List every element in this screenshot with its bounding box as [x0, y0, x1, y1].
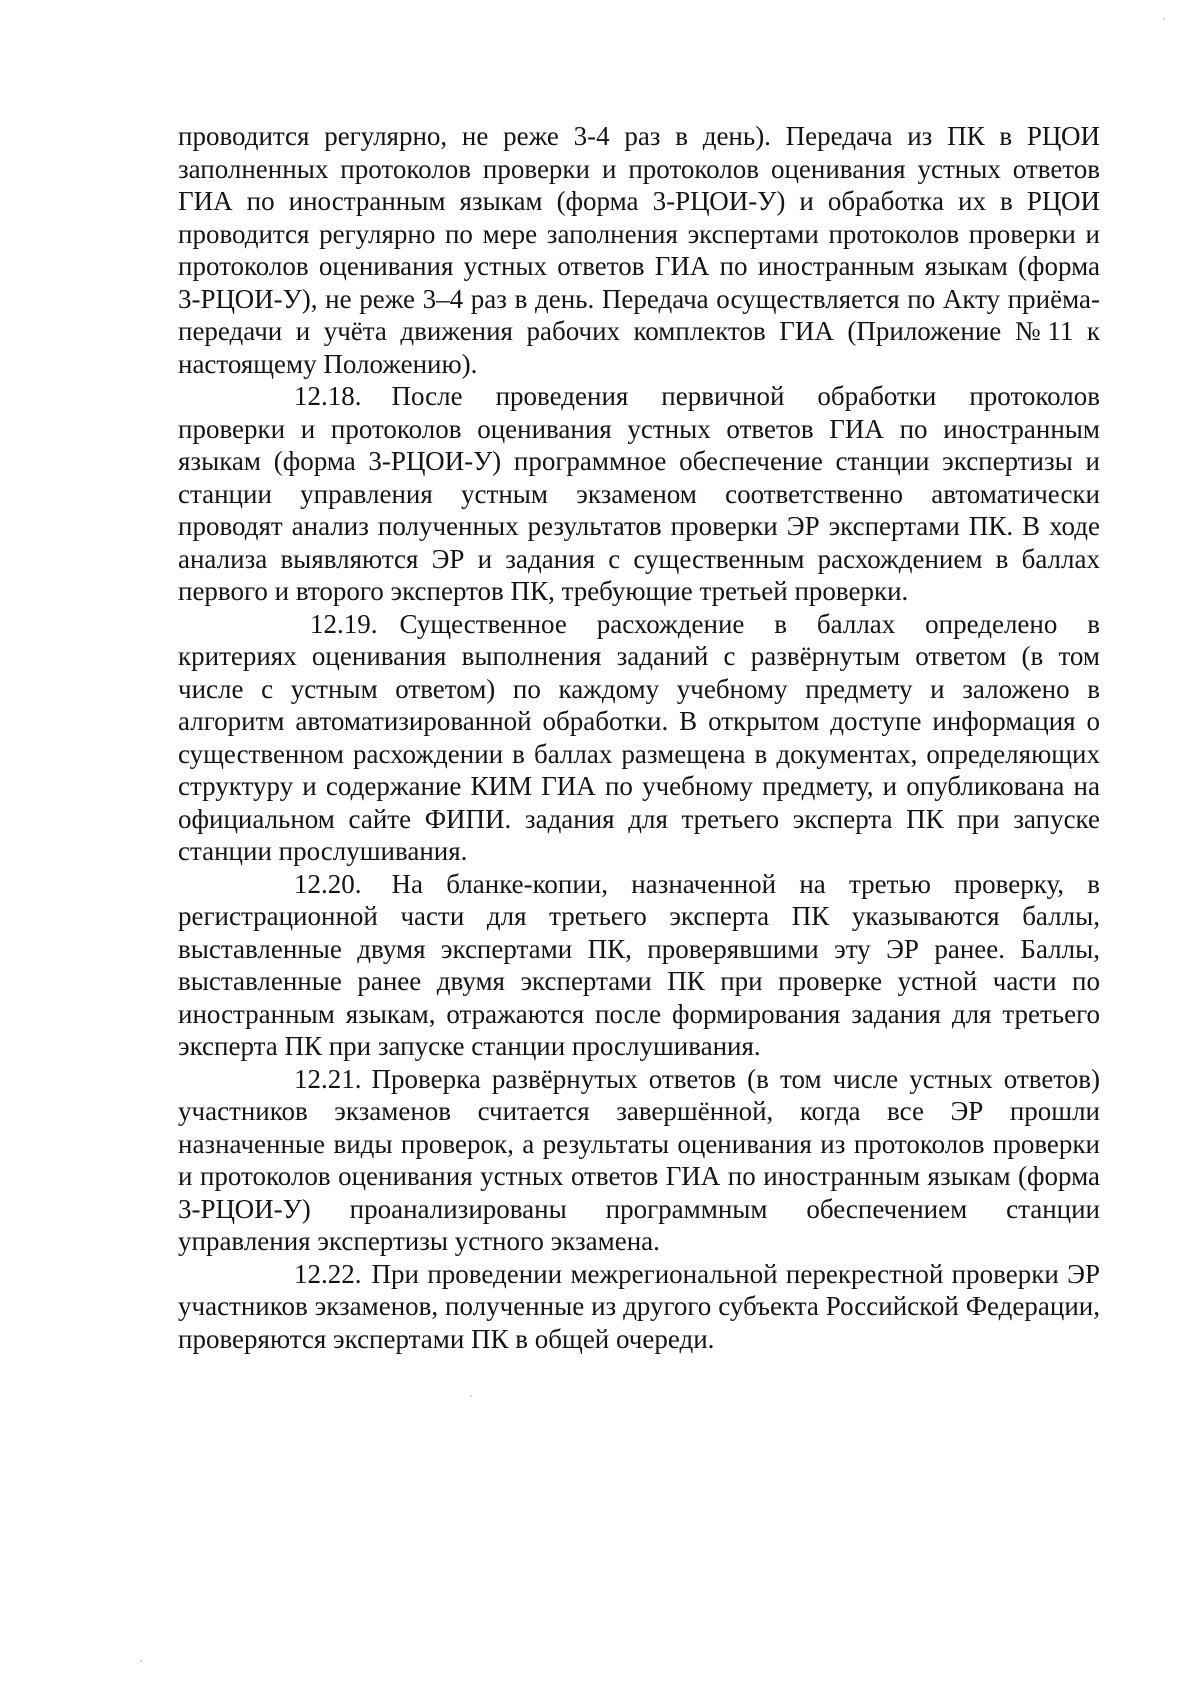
- paragraph-text: При проведении межрегиональной перекрестной проверки ЭР участников экзаменов, полученные из другого субъекта Российской Федерации, проверяются экспертами ПК в общей очереди.: [178, 1258, 1100, 1354]
- paragraph-12-21: [178, 1063, 1100, 1258]
- paragraph-text: Проверка развёрнутых ответов (в том числе устных ответов) участников экзаменов считается завершённой, когда все ЭР прошли назначенные виды проверок, а результаты оценивания из протоколов проверки и протоколов оценивания устных ответов ГИА по иностранным языкам (форма 3-РЦОИ-У) проанализированы программным обеспечением станции управления экспертизы устного экзамена.: [178, 1063, 1100, 1256]
- scan-speck: [470, 1395, 472, 1397]
- paragraph-text: После проведения первичной обработки протоколов проверки и протоколов оценивания устных ответов ГИА по иностранным языкам (форма 3-РЦОИ-У) программное обеспечение станции экспертизы и станции управления устным экзаменом соответственно автоматически проводят анализ полученных результатов проверки ЭР экспертами ПК. В ходе анализа выявляются ЭР и задания с существенным расхождением в баллах первого и второго экспертов ПК, требующие третьей проверки.: [178, 381, 1100, 606]
- paragraph-text: На бланке-копии, назначенной на третью проверку, в регистрационной части для третьего эксперта ПК указываются баллы, выставленные двумя экспертами ПК, проверявшими эту ЭР ранее. Баллы, выставленные ранее двумя экспертами ПК при проверке устной части по иностранным языкам, отражаются после формирования задания для третьего эксперта ПК при запуске станции прослушивания.: [178, 868, 1100, 1061]
- paragraph-12-20: [178, 868, 1100, 1063]
- paragraph-continuation: [178, 120, 1100, 380]
- paragraph-number: 12.19.: [310, 608, 378, 639]
- document-body: [178, 120, 1100, 1355]
- paragraph-number: 12.20.: [294, 868, 362, 899]
- scan-speck: [140, 1660, 142, 1662]
- paragraph-text: проводится регулярно, не реже 3-4 раз в день). Передача из ПК в РЦОИ заполненных протоколов проверки и протоколов оценивания устных ответов ГИА по иностранным языкам (форма 3-РЦОИ-У) и обработка их в РЦОИ проводится регулярно по мере заполнения экспертами протоколов проверки и протоколов оценивания устных ответов ГИА по иностранным языкам (форма 3-РЦОИ-У), не реже 3–4 раз в день. Передача осуществляется по Акту приёма-передачи и учёта движения рабочих комплектов ГИА (Приложение №11 к настоящему Положению).: [178, 121, 1100, 379]
- paragraph-12-18: [178, 380, 1100, 608]
- paragraph-text: Существенное расхождение в баллах определено в критериях оценивания выполнения заданий с развёрнутым ответом (в том числе с устным ответом) по каждому учебному предмету и заложено в алгоритм автоматизированной обработки. В открытом доступе информация о существенном расхождении в баллах размещена в документах, определяющих структуру и содержание КИМ ГИА по учебному предмету, и опубликована на официальном сайте ФИПИ. задания для третьего эксперта ПК при запуске станции прослушивания.: [178, 608, 1100, 866]
- scan-speck: [1163, 18, 1165, 20]
- paragraph-number: 12.22.: [294, 1258, 362, 1289]
- paragraph-number: 12.18.: [294, 381, 362, 411]
- paragraph-12-22: [178, 1258, 1100, 1356]
- paragraph-12-19: [178, 608, 1100, 868]
- paragraph-number: 12.21.: [294, 1063, 362, 1094]
